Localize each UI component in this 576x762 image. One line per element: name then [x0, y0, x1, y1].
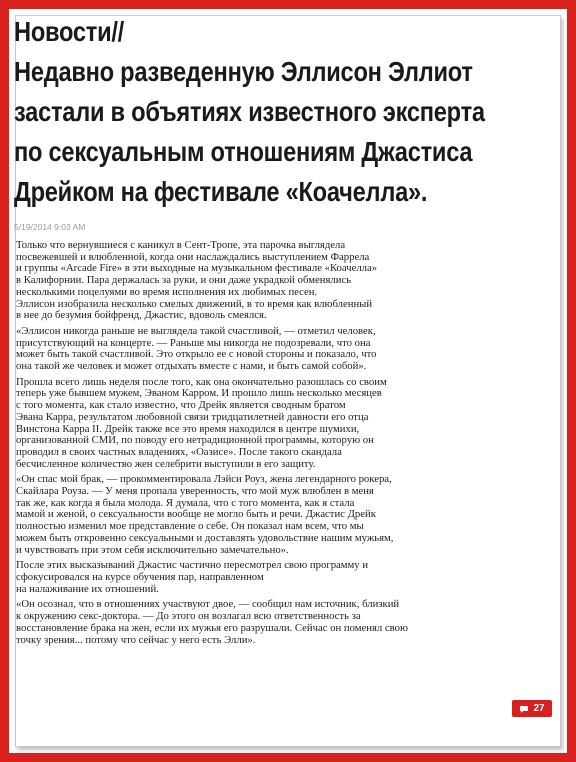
paragraph-line: «Он спас мой брак, — прокомментировала Лэйси Роуз, жена легендарного рокера, [16, 473, 392, 486]
paragraph-line: посвежевшей и влюбленной, когда они наслаждались выступлением Фаррела [16, 250, 370, 263]
headline-line: Новости// [14, 16, 124, 47]
paragraph-line: полностью изменил мое представление о себе. Он показал нам всем, что мы [16, 520, 364, 533]
paragraph-line: она такой же человек и может отдыхать вместе с нами, и быть самой собой». [16, 360, 367, 373]
paragraph-line: с того момента, как стало известно, что Дрейк является сводным братом [16, 399, 346, 412]
paragraph-line: Только что вернувшиеся с каникул в Сент-Тропе, эта парочка выглядела [16, 239, 346, 251]
publish-date: 5/19/2014 9:03 AM [14, 222, 86, 232]
comment-bubble-icon [519, 705, 529, 713]
paragraph-line: можем быть откровенно сексуальными и доставлять удовольствие нашим мужьям, [16, 531, 394, 544]
headline-line: Дрейком на фестивале «Коачелла». [14, 176, 428, 207]
paragraph-line: точку зрения... потому что сейчас у него есть Элли». [16, 633, 256, 646]
paragraph-line: несколькими поцелуями во время исполнения их любимых песен. [16, 285, 318, 298]
paragraph-line: и группы «Arcade Fire» в эти выходные на музыкальном фестивале «Коачелла» [16, 262, 378, 275]
article-paragraph [16, 377, 556, 471]
article-paragraph [16, 240, 556, 299]
paragraph-line: и чувствовать при этом себя исключительно замечательно». [16, 543, 289, 556]
comments-button[interactable] [512, 700, 552, 717]
paragraph-line: Прошла всего лишь неделя после того, как она окончательно разошлась со своим [16, 375, 387, 388]
paragraph-line: После этих высказываний Джастис частично пересмотрел свою программу и [16, 559, 369, 572]
paragraph-line: Скайлара Роуза. — У меня пропала уверенность, что мой муж влюблен в меня [16, 485, 374, 498]
paragraph-line: присутствующий на концерте. — Раньше мы никогда не подозревали, что она [16, 336, 371, 349]
paragraph-line: может быть такой счастливой. Это открыло ее с новой стороны и показало, что [16, 348, 377, 361]
paragraph-line: в Калифорнии. Пара держалась за руки, и они даже украдкой обменялись [16, 274, 352, 287]
paragraph-line: восстановление брака на жен, если их мужья его разрушали. Сейчас он поменял свою [16, 621, 408, 634]
article-paragraph [16, 326, 556, 373]
paragraph-line: Эвана Карра, результатом любовной связи тридцатилетней давности его отца [16, 410, 369, 423]
paragraph-line: так же, как когда я была молода. Я думала, что с того момента, как я стала [16, 496, 355, 509]
paragraph-line: в нее до безумия бойфренд, Джастис, вдоволь смеялся. [16, 309, 267, 322]
article-paragraph [16, 299, 556, 322]
paragraph-line: на налаживание их отношений. [16, 582, 159, 595]
paragraph-line: проводил в своих частных владениях, «Оазисе». После такого скандала [16, 445, 342, 458]
paragraph-line: «Эллисон никогда раньше не выглядела такой счастливой, — отметил человек, [16, 324, 376, 337]
paragraph-line: мамой и женой, о сексуальности вообще не могло быть и речи. Джастис Дрейк [16, 508, 376, 521]
headline-line: по сексуальным отношениям Джастиса [14, 136, 473, 167]
article-paragraph [16, 474, 556, 556]
headline-line: застали в объятиях известного эксперта [14, 96, 485, 127]
paragraph-line: Эллисон изобразила несколько смелых движений, в то время как влюбленный [16, 297, 373, 310]
article-paragraph [16, 560, 556, 595]
paragraph-line: Винстона Карра II. Дрейк также все это время находился в центре шумихи, [16, 422, 360, 435]
paragraph-line: к окружению секс-доктора. — До этого он возлагал всю ответственность за [16, 610, 361, 623]
paragraph-line: «Он осознал, что в отношениях участвуют двое, — сообщил нам источник, близкий [16, 598, 400, 611]
paragraph-line: бесчисленное количество жен селебрити выступили в его защиту. [16, 457, 316, 470]
paragraph-line: теперь уже бывшем мужем, Эваном Карром. И прошло лишь несколько месяцев [16, 387, 382, 400]
headline-line: Недавно разведенную Эллисон Эллиот [14, 56, 473, 87]
article-headline [14, 12, 485, 212]
article-body [16, 240, 556, 650]
article-paragraph [16, 599, 556, 646]
paragraph-line: организованной СМИ, по поводу его нетрадиционной программы, которую он [16, 434, 374, 447]
comments-count: 27 [533, 703, 545, 714]
paragraph-line: сфокусировался на курсе обучения пар, направленном [16, 570, 264, 583]
